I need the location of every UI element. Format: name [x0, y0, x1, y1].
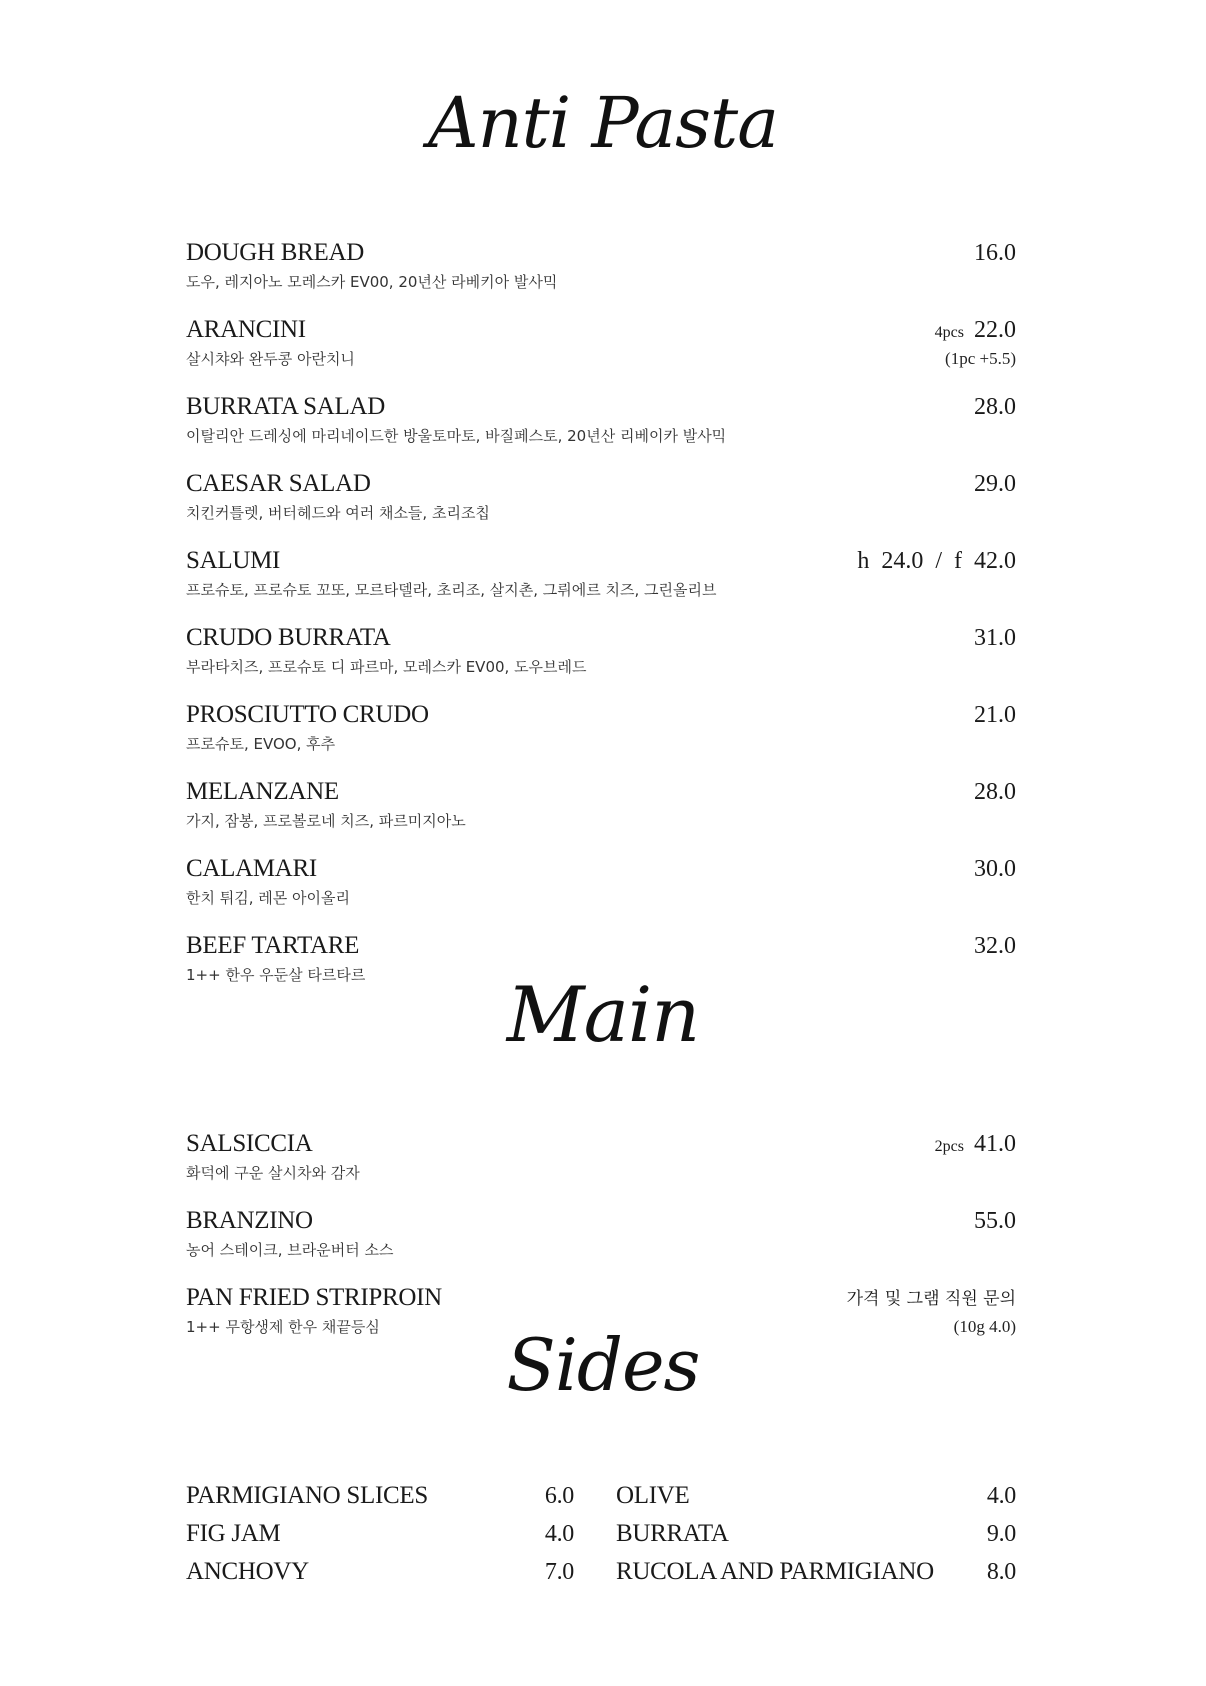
- item-description: 이탈리안 드레싱에 마리네이드한 방울토마토, 바질페스토, 20년산 리베이카 발사믹: [186, 427, 727, 445]
- side-price: 9.0: [986, 1521, 1016, 1547]
- menu-item: [186, 1206, 1016, 1266]
- item-description: 도우, 레지아노 모레스카 EV00, 20년산 라베키아 발사믹: [186, 273, 558, 291]
- side-name: FIG JAM: [186, 1520, 281, 1547]
- menu-item: [186, 469, 1016, 529]
- menu-item: [186, 854, 1016, 914]
- item-description: 프로슈토, EVOO, 후추: [186, 735, 336, 753]
- item-name: PAN FRIED STRIPROIN: [186, 1284, 442, 1311]
- item-price: 41.0: [974, 1131, 1016, 1157]
- item-name: SALUMI: [186, 547, 281, 574]
- item-price-note: (1pc +5.5): [945, 349, 1016, 368]
- side-item: [186, 1518, 574, 1550]
- item-price: 28.0: [974, 394, 1016, 420]
- item-price: 16.0: [974, 240, 1016, 266]
- item-price: 21.0: [974, 702, 1016, 728]
- item-description: 화덕에 구운 살시차와 감자: [186, 1164, 360, 1182]
- menu-item: [186, 546, 1016, 606]
- item-price: 29.0: [974, 471, 1016, 497]
- menu-item: [186, 931, 1016, 991]
- item-name: DOUGH BREAD: [186, 239, 364, 266]
- item-description: 살시챠와 완두콩 아란치니: [186, 350, 355, 368]
- item-price-group: [935, 315, 1016, 348]
- item-description: 1++ 한우 우둔살 타르타르: [186, 966, 366, 984]
- item-name: MELANZANE: [186, 778, 339, 805]
- antipasta-heading: Anti Pasta: [428, 82, 778, 164]
- item-price: 28.0: [974, 779, 1016, 805]
- item-price: 22.0: [974, 317, 1016, 343]
- item-name: BRANZINO: [186, 1207, 313, 1234]
- item-price-note: (10g 4.0): [953, 1317, 1016, 1336]
- item-description: 치킨커틀렛, 버터헤드와 여러 채소들, 초리조칩: [186, 504, 490, 522]
- item-name: ARANCINI: [186, 316, 306, 343]
- side-price: 6.0: [544, 1483, 574, 1509]
- menu-item: [186, 392, 1016, 452]
- item-name: PROSCIUTTO CRUDO: [186, 701, 429, 728]
- item-name: BEEF TARTARE: [186, 932, 360, 959]
- menu-item: [186, 1129, 1016, 1189]
- side-name: BURRATA: [616, 1520, 729, 1547]
- menu-item: [186, 623, 1016, 683]
- main-heading: Main: [506, 970, 700, 1059]
- item-price-group: [935, 1129, 1016, 1162]
- item-name: SALSICCIA: [186, 1130, 313, 1157]
- side-item: [616, 1556, 1016, 1588]
- item-price: h 24.0 / f 42.0: [857, 548, 1016, 574]
- side-name: PARMIGIANO SLICES: [186, 1482, 428, 1509]
- item-price: 32.0: [974, 933, 1016, 959]
- item-price: 31.0: [974, 625, 1016, 651]
- item-description: 한치 튀김, 레몬 아이올리: [186, 889, 350, 907]
- menu-item: [186, 315, 1016, 375]
- sides-heading: Sides: [506, 1323, 700, 1407]
- item-name: CAESAR SALAD: [186, 470, 371, 497]
- side-item: [616, 1480, 1016, 1512]
- item-description: 프로슈토, 프로슈토 꼬또, 모르타델라, 초리조, 살지촌, 그뤼에르 치즈, 그린올리브: [186, 581, 717, 599]
- side-item: [186, 1480, 574, 1512]
- side-price: 7.0: [544, 1559, 574, 1585]
- item-name: BURRATA SALAD: [186, 393, 385, 420]
- item-price: 55.0: [974, 1208, 1016, 1234]
- menu-item: [186, 1283, 1016, 1343]
- item-price: 30.0: [974, 856, 1016, 882]
- menu-item: [186, 700, 1016, 760]
- item-description: 가지, 잠봉, 프로볼로네 치즈, 파르미지아노: [186, 812, 466, 830]
- item-price-inquiry: 가격 및 그램 직원 문의: [846, 1289, 1016, 1309]
- side-item: [186, 1556, 574, 1588]
- menu-item: [186, 777, 1016, 837]
- side-name: ANCHOVY: [186, 1558, 309, 1585]
- item-quantity: 2pcs: [934, 1138, 964, 1155]
- side-price: 8.0: [986, 1559, 1016, 1585]
- side-price: 4.0: [986, 1483, 1016, 1509]
- item-description: 1++ 무항생제 한우 채끝등심: [186, 1318, 380, 1336]
- side-item: [616, 1518, 1016, 1550]
- item-name: CRUDO BURRATA: [186, 624, 391, 651]
- item-name: CALAMARI: [186, 855, 317, 882]
- side-name: OLIVE: [616, 1482, 690, 1509]
- item-quantity: 4pcs: [934, 324, 964, 341]
- item-description: 부라타치즈, 프로슈토 디 파르마, 모레스카 EV00, 도우브레드: [186, 658, 587, 676]
- side-name: RUCOLA AND PARMIGIANO: [616, 1558, 934, 1585]
- menu-item: [186, 238, 1016, 298]
- side-price: 4.0: [544, 1521, 574, 1547]
- item-description: 농어 스테이크, 브라운버터 소스: [186, 1241, 394, 1259]
